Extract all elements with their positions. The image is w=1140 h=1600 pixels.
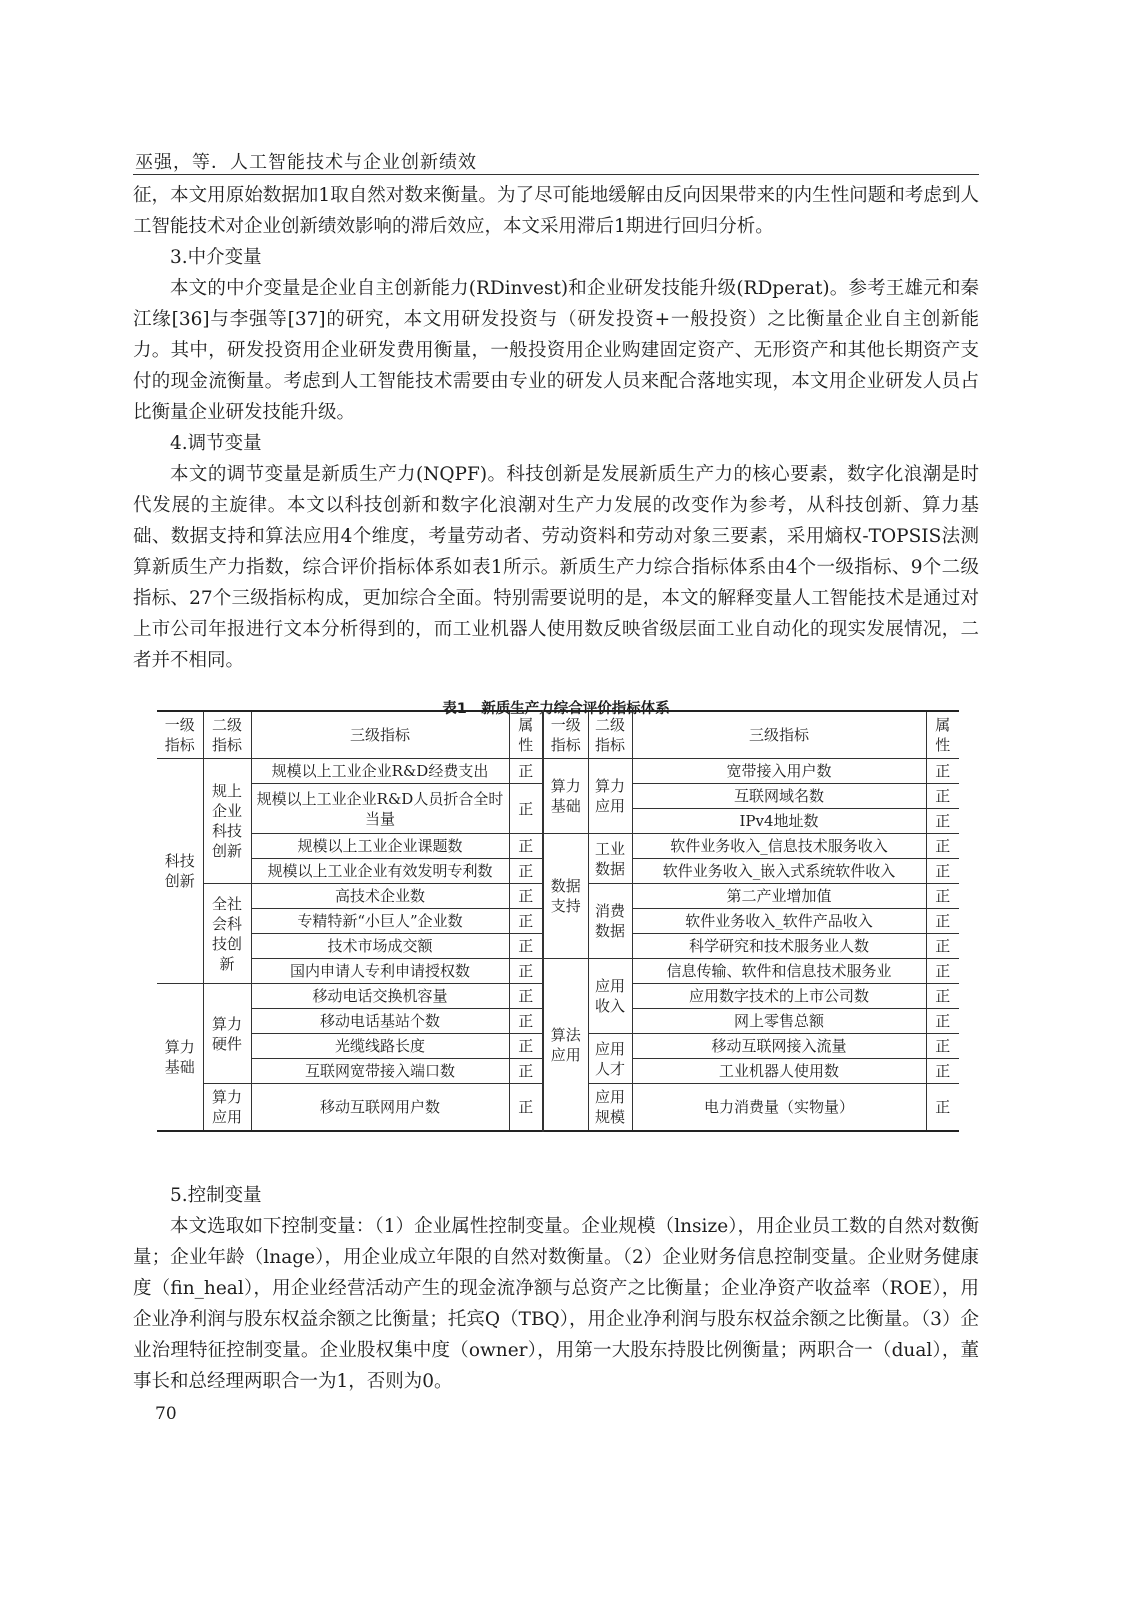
attr-cell: 正: [509, 759, 543, 784]
header-level2: 二级指标: [588, 711, 632, 759]
header-level3: 三级指标: [632, 711, 926, 759]
level3-cell: 光缆线路长度: [251, 1034, 509, 1059]
level2-cell: 规上企业科技创新: [203, 759, 251, 884]
attr-cell: 正: [926, 884, 959, 909]
attr-cell: 正: [926, 909, 959, 934]
level3-cell: 工业机器人使用数: [632, 1059, 926, 1084]
level3-cell: 规模以上工业企业有效发明专利数: [251, 859, 509, 884]
level3-cell: 规模以上工业企业课题数: [251, 834, 509, 859]
attr-cell: 正: [926, 834, 959, 859]
header-level1: 一级指标: [543, 711, 588, 759]
level2-cell: 算力硬件: [203, 984, 251, 1084]
level3-cell: 移动互联网用户数: [251, 1084, 509, 1132]
table-header-row: [157, 711, 959, 759]
section-heading: 3.中介变量: [170, 247, 262, 268]
level3-cell: 移动电话交换机容量: [251, 984, 509, 1009]
level3-cell: 软件业务收入_信息技术服务收入: [632, 834, 926, 859]
running-title: 巫强，等．人工智能技术与企业创新绩效: [135, 152, 477, 173]
attr-cell: 正: [509, 909, 543, 934]
level3-cell: 技术市场成交额: [251, 934, 509, 959]
attr-cell: 正: [509, 1034, 543, 1059]
level3-cell: 国内申请人专利申请授权数: [251, 959, 509, 984]
table-row: [157, 834, 959, 859]
level3-cell: 电力消费量（实物量）: [632, 1084, 926, 1132]
paragraph-text: 本文的中介变量是企业自主创新能力(RDinvest)和企业研发技能升级(RDperat)。参考王雄元和秦江缘[36]与李强等[37]的研究，本文用研发投资与（研发投资+一般投资）之比衡量企业自主创新能力。其中，研发投资用企业研发费用衡量，一般投资用企业购建固定资产、无形资产和其他长期资产支付的现金流衡量。考虑到人工智能技术需要由专业的研发人员来配合落地实现，本文用企业研发人员占比衡量企业研发技能升级。: [133, 278, 979, 423]
paragraph: [133, 273, 979, 428]
level3-cell: 应用数字技术的上市公司数: [632, 984, 926, 1009]
running-header: [133, 148, 979, 175]
header-level3: 三级指标: [251, 711, 509, 759]
level2-cell: 消费数据: [588, 884, 632, 959]
attr-cell: 正: [926, 784, 959, 809]
level2-cell: 算力应用: [203, 1084, 251, 1132]
level3-cell: 专精特新“小巨人”企业数: [251, 909, 509, 934]
level1-cell: 数据支持: [543, 834, 588, 959]
level2-cell: 算力应用: [588, 759, 632, 834]
attr-cell: 正: [926, 984, 959, 1009]
level1-cell: 科技创新: [157, 759, 203, 984]
level3-cell: 移动互联网接入流量: [632, 1034, 926, 1059]
level2-cell: 全社会科技创新: [203, 884, 251, 984]
level3-cell: 科学研究和技术服务业人数: [632, 934, 926, 959]
header-attr: 属性: [509, 711, 543, 759]
attr-cell: 正: [509, 1059, 543, 1084]
attr-cell: 正: [509, 1084, 543, 1132]
level3-cell: 规模以上工业企业R&D人员折合全时当量: [251, 784, 509, 834]
attr-cell: 正: [926, 1009, 959, 1034]
attr-cell: 正: [926, 1084, 959, 1132]
attr-cell: 正: [509, 859, 543, 884]
section-heading: 5.控制变量: [170, 1185, 262, 1206]
level3-cell: 规模以上工业企业R&D经费支出: [251, 759, 509, 784]
level2-cell: 工业数据: [588, 834, 632, 884]
level3-cell: IPv4地址数: [632, 809, 926, 834]
attr-cell: 正: [509, 1009, 543, 1034]
body-text-top: [133, 180, 979, 676]
paragraph: 本文的调节变量是新质生产力(NQPF)。科技创新是发展新质生产力的核心要素，数字化浪潮是时代发展的主旋律。本文以科技创新和数字化浪潮对生产力发展的改变作为参考，从科技创新、算力基础、数据支持和算法应用4个维度，考量劳动者、劳动资料和劳动对象三要素，采用熵权-TOPSIS法测算新质生产力指数，综合评价指标体系如表1所示。新质生产力综合指标体系由4个一级指标、9个二级指标、27个三级指标构成，更加综合全面。特别需要说明的是，本文的解释变量人工智能技术是通过对上市公司年报进行文本分析得到的，而工业机器人使用数反映省级层面工业自动化的现实发展情况，二者并不相同。: [133, 464, 979, 671]
level3-cell: 软件业务收入_嵌入式系统软件收入: [632, 859, 926, 884]
paragraph: 征，本文用原始数据加1取自然对数来衡量。为了尽可能地缓解由反向因果带来的内生性问题和考虑到人工智能技术对企业创新绩效影响的滞后效应，本文采用滞后1期进行回归分析。: [133, 185, 979, 237]
level2-cell: 应用人才: [588, 1034, 632, 1084]
level1-cell: 算法应用: [543, 959, 588, 1132]
level1-cell: 算力基础: [157, 984, 203, 1132]
level3-cell: 互联网域名数: [632, 784, 926, 809]
attr-cell: 正: [926, 759, 959, 784]
attr-cell: 正: [926, 934, 959, 959]
attr-cell: 正: [926, 959, 959, 984]
attr-cell: 正: [509, 834, 543, 859]
level3-cell: 第二产业增加值: [632, 884, 926, 909]
level2-cell: 应用规模: [588, 1084, 632, 1132]
body-text-bottom: [133, 1180, 979, 1397]
header-level2: 二级指标: [203, 711, 251, 759]
indicator-table: [157, 710, 959, 1132]
page-number: 70: [155, 1404, 177, 1424]
attr-cell: 正: [926, 1059, 959, 1084]
level3-cell: 信息传输、软件和信息技术服务业: [632, 959, 926, 984]
level1-cell: 算力基础: [543, 759, 588, 834]
table-row: [157, 759, 959, 784]
attr-cell: 正: [509, 884, 543, 909]
paragraph: 本文选取如下控制变量：（1）企业属性控制变量。企业规模（lnsize），用企业员工数的自然对数衡量；企业年龄（lnage），用企业成立年限的自然对数衡量。（2）企业财务信息控制变量。企业财务健康度（fin_heal），用企业经营活动产生的现金流净额与总资产之比衡量；企业净资产收益率（ROE），用企业净利润与股东权益余额之比衡量；托宾Q（TBQ），用企业净利润与股东权益余额之比衡量。（3）企业治理特征控制变量。企业股权集中度（owner），用第一大股东持股比例衡量；两职合一（dual），董事长和总经理两职合一为1，否则为0。: [133, 1216, 979, 1392]
attr-cell: 正: [509, 784, 543, 834]
level3-cell: 软件业务收入_软件产品收入: [632, 909, 926, 934]
attr-cell: 正: [926, 859, 959, 884]
level2-cell: 应用收入: [588, 959, 632, 1034]
level3-cell: 宽带接入用户数: [632, 759, 926, 784]
table-caption: 表1 新质生产力综合评价指标体系: [442, 701, 670, 717]
attr-cell: 正: [509, 934, 543, 959]
section-heading: 4.调节变量: [170, 433, 262, 454]
header-attr: 属性: [926, 711, 959, 759]
table-row: [157, 959, 959, 984]
level3-cell: 网上零售总额: [632, 1009, 926, 1034]
level3-cell: 移动电话基站个数: [251, 1009, 509, 1034]
level3-cell: 互联网宽带接入端口数: [251, 1059, 509, 1084]
attr-cell: 正: [926, 1034, 959, 1059]
header-level1: 一级指标: [157, 711, 203, 759]
level3-cell: 高技术企业数: [251, 884, 509, 909]
attr-cell: 正: [509, 959, 543, 984]
attr-cell: 正: [926, 809, 959, 834]
attr-cell: 正: [509, 984, 543, 1009]
